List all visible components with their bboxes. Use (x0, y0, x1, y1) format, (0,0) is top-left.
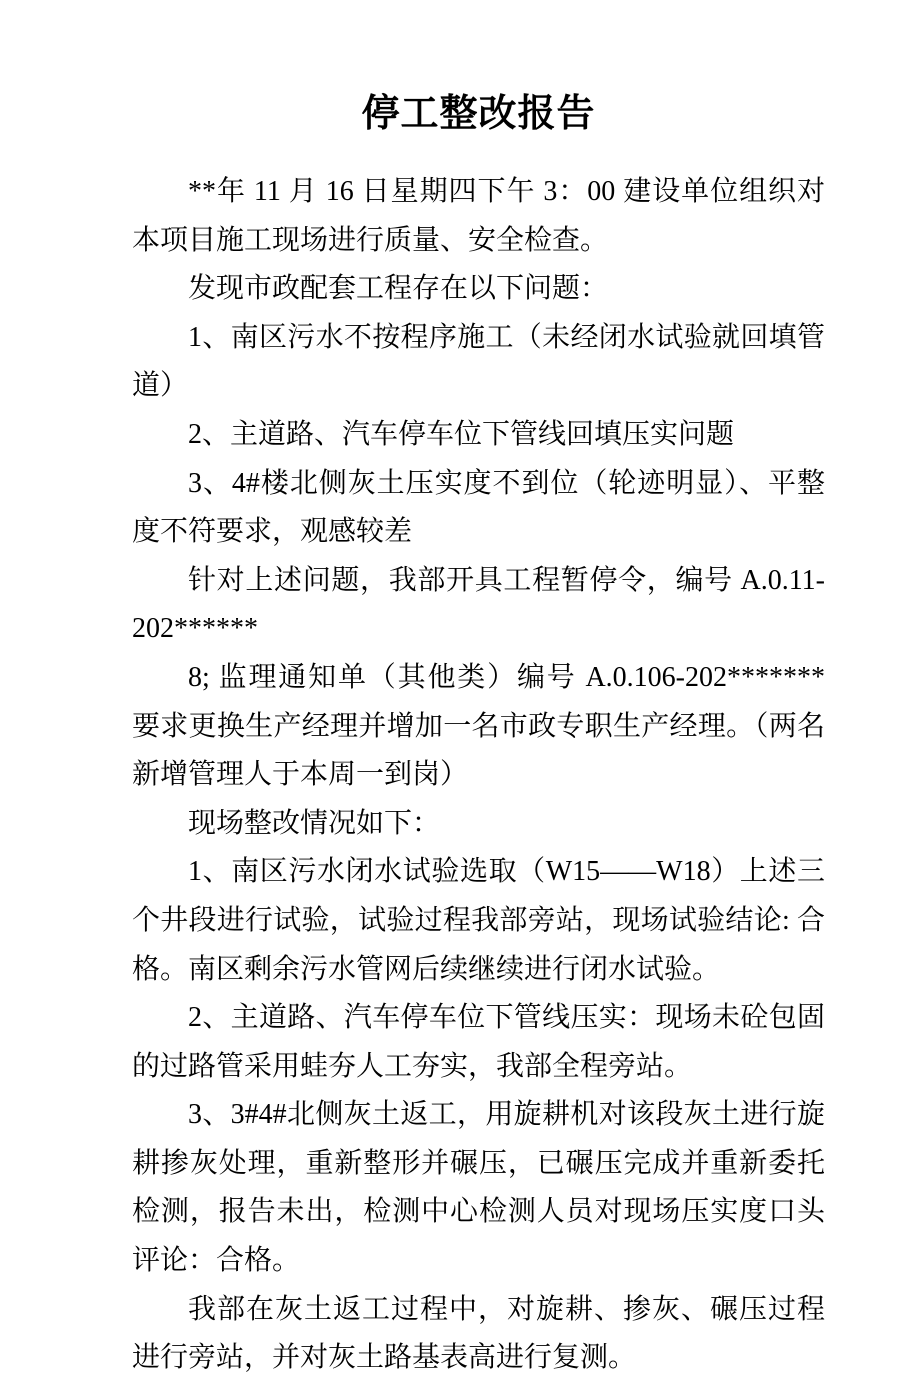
paragraph: 8; 监理通知单（其他类）编号 A.0.106-202*******要求更换生产经理并增加一名市政专职生产经理。（两名新增管理人于本周一到岗） (132, 661, 825, 791)
paragraph: 2、主道路、汽车停车位下管线回填压实问题 (188, 418, 735, 450)
paragraph: 2、主道路、汽车停车位下管线压实：现场未砼包固的过路管采用蛙夯人工夯实，我部全程旁站。 (132, 1002, 825, 1082)
paragraph: 发现市政配套工程存在以下问题： (188, 273, 609, 305)
paragraph: 我部在灰土返工过程中，对旋耕、掺灰、碾压过程进行旁站，并对灰土路基表高进行复测。 (132, 1293, 825, 1374)
paragraph: 现场整改情况如下： (188, 807, 441, 839)
document-title: 停工整改报告 (361, 93, 596, 135)
paragraph: 3、4#楼北侧灰土压实度不到位（轮迹明显）、平整度不符要求，观感较差 (132, 467, 825, 548)
document-body (132, 168, 825, 1383)
paragraph: 3、3#4#北侧灰土返工，用旋耕机对该段灰土进行旋耕掺灰处理，重新整形并碾压，已碾压完成并重新委托检测，报告未出，检测中心检测人员对现场压实度口头评论：合格。 (132, 1099, 825, 1277)
paragraph: **年 11 月 16 日星期四下午 3：00 建设单位组织对本项目施工现场进行质量、安全检查。 (132, 176, 825, 256)
paragraph: 1、南区污水闭水试验选取（W15——W18）上述三个井段进行试验，试验过程我部旁站，现场试验结论: 合格。南区剩余污水管网后续继续进行闭水试验。 (132, 856, 825, 985)
paragraph: 针对上述问题，我部开具工程暂停令，编号 A.0.11-202****** (132, 564, 825, 645)
paragraph: 1、南区污水不按程序施工（未经闭水试验就回填管道） (132, 321, 825, 402)
